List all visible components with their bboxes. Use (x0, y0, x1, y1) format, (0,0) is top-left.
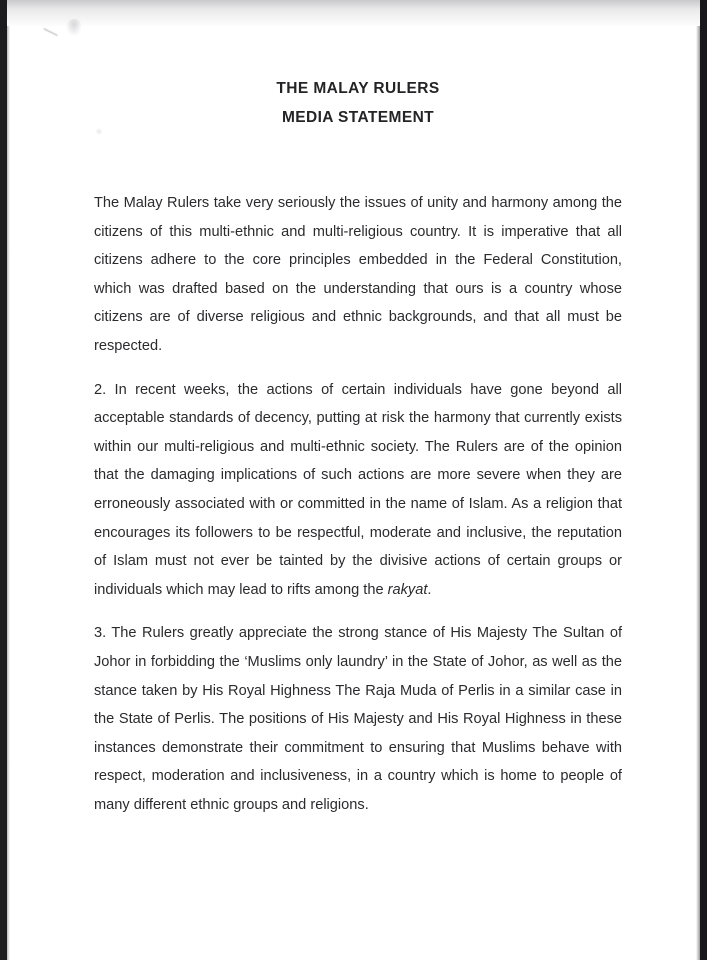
page-right-edge-shading (696, 0, 700, 960)
document-text-column (94, 0, 622, 819)
scan-smudge-mark-left (43, 23, 57, 39)
document-title (94, 0, 622, 132)
document-title-line-2: MEDIA STATEMENT (281, 109, 435, 126)
document-title-line-1: THE MALAY RULERS (276, 80, 440, 97)
paragraph-3: 3. The Rulers greatly appreciate the strong stance of His Majesty The Sultan of Johor in forbidding the ‘Muslims only laundry’ in the State of Johor, as well as the stance taken by His Royal Highness The Raja Muda of Perlis in a similar case in the State of Perlis. The positions of His Majesty and His Royal Highness in these instances demonstrate their commitment to ensuring that Muslims behave with respect, moderation and inclusiveness, in a country which is home to people of many different ethnic groups and religions. (94, 625, 622, 813)
paragraph-2 (94, 376, 622, 605)
scan-smudge-mark-right (66, 19, 82, 36)
page-left-edge-strip (0, 0, 7, 960)
paragraph-2-text-after-emphasis: . (427, 581, 432, 598)
paragraph-2-text-before-emphasis: 2. In recent weeks, the actions of certain individuals have gone beyond all acceptable standards of decency, putting at risk the harmony that currently exists within our multi-religious and multi-ethnic society. The Rulers are of the opinion that the damaging implications of such actions are more severe when they are erroneously associated with or committed in the name of Islam. As a religion that encourages its followers to be respectful, moderate and inclusive, the reputation of Islam must not ever be tainted by the divisive actions of certain groups or individuals which may lead to rifts among the (94, 381, 622, 598)
paragraph-1: The Malay Rulers take very seriously the issues of unity and harmony among the citizens of this multi-ethnic and multi-religious country. It is imperative that all citizens adhere to the core principles embedded in the Federal Constitution, which was drafted based on the understanding that ours is a country whose citizens are of diverse religious and ethnic backgrounds, and that all must be respected. (94, 195, 622, 354)
page-right-edge-strip (700, 0, 707, 960)
page-left-edge-shading (7, 0, 10, 960)
paragraph-2-emphasized-term: rakyat (387, 581, 428, 598)
